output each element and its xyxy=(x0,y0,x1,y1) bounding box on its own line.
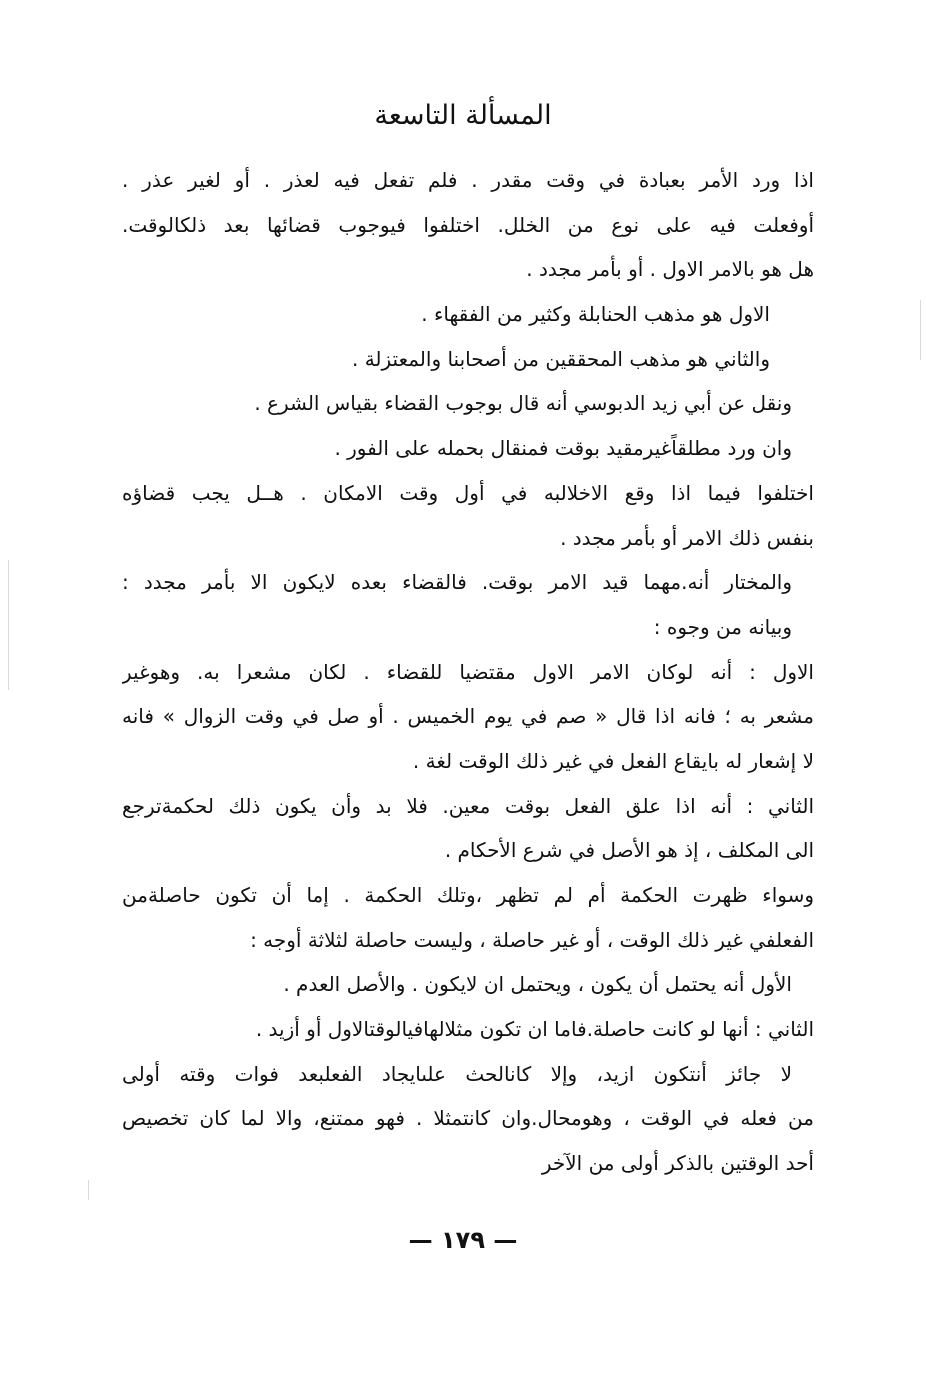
text-line: الفعلفي غير ذلك الوقت ، أو غير حاصلة ، وليست حاصلة لثلاثة أوجه : xyxy=(250,927,814,952)
scan-artifact-line xyxy=(920,300,921,360)
text-line: وسواء ظهرت الحكمة أم لم تظهر ،وتلك الحكمة . إما أن تكون حاصلةمن xyxy=(122,883,814,907)
text-line: مشعر به ؛ فانه اذا قال « صم في يوم الخميس . أو صل في وقت الزوال » فانه xyxy=(122,704,814,729)
text-line: اذا ورد الأمر بعبادة في وقت مقدر . فلم تفعل فيه لعذر . أو لغير عذر . xyxy=(122,168,814,192)
text-line: بنفس ذلك الامر أو بأمر مجدد . xyxy=(560,525,814,550)
body-text xyxy=(122,158,814,1186)
chapter-title: المسألة التاسعة xyxy=(374,100,552,131)
text-line: من فعله في الوقت ، وهومحال.وان كانتمثلا . فهو ممتنع، والا لما كان تخصيص xyxy=(122,1106,814,1131)
text-line: الاول هو مذهب الحنابلة وكثير من الفقهاء . xyxy=(421,302,770,327)
text-line: وبيانه من وجوه : xyxy=(653,614,792,639)
text-line: لا جائز أنتكون ازيد، وإلا كانالحث علىايجاد الفعلبعد فوات وقته أولى xyxy=(122,1061,792,1086)
text-line: وان ورد مطلقاًغيرمقيد بوقت فمنقال بحمله على الفور . xyxy=(334,436,792,461)
text-line: أوفعلت فيه على نوع من الخلل. اختلفوا فيوجوب قضائها بعد ذلكالوقت. xyxy=(122,212,814,237)
text-line: أحد الوقتين بالذكر أولى من الآخر xyxy=(541,1151,814,1176)
text-line: الى المكلف ، إذ هو الأصل في شرع الأحكام . xyxy=(444,838,814,863)
text-line: لا إشعار له بايقاع الفعل في غير ذلك الوقت لغة . xyxy=(412,748,814,773)
text-line: الأول أنه يحتمل أن يكون ، ويحتمل ان لايكون . والأصل العدم . xyxy=(283,972,792,997)
text-line: والثاني هو مذهب المحققين من أصحابنا والمعتزلة . xyxy=(351,346,770,371)
page-number: — ١٧٩ — xyxy=(408,1226,518,1254)
text-line: هل هو بالامر الاول . أو بأمر مجدد . xyxy=(526,257,814,282)
text-line: اختلفوا فيما اذا وقع الاخلالبه في أول وقت الامكان . هــل يجب قضاؤه xyxy=(122,480,814,505)
text-line: الثاني : أنه اذا علق الفعل بوقت معين. فلا بد وأن يكون ذلك لحكمةترجع xyxy=(122,793,814,818)
text-line: الثاني : أنها لو كانت حاصلة.فاما ان تكون مثلالهافيالوقتالاول أو أزيد . xyxy=(255,1017,814,1042)
scan-artifact-line xyxy=(88,1180,89,1200)
text-line: الاول : أنه لوكان الامر الاول مقتضيا للقضاء . لكان مشعرا به. وهوغير xyxy=(122,659,814,684)
text-line: والمختار أنه.مهما قيد الامر بوقت. فالقضاء بعده لايكون الا بأمر مجدد : xyxy=(122,570,792,595)
text-line: ونقل عن أبي زيد الدبوسي أنه قال بوجوب القضاء بقياس الشرع . xyxy=(254,391,792,416)
scan-artifact-line xyxy=(8,560,9,690)
